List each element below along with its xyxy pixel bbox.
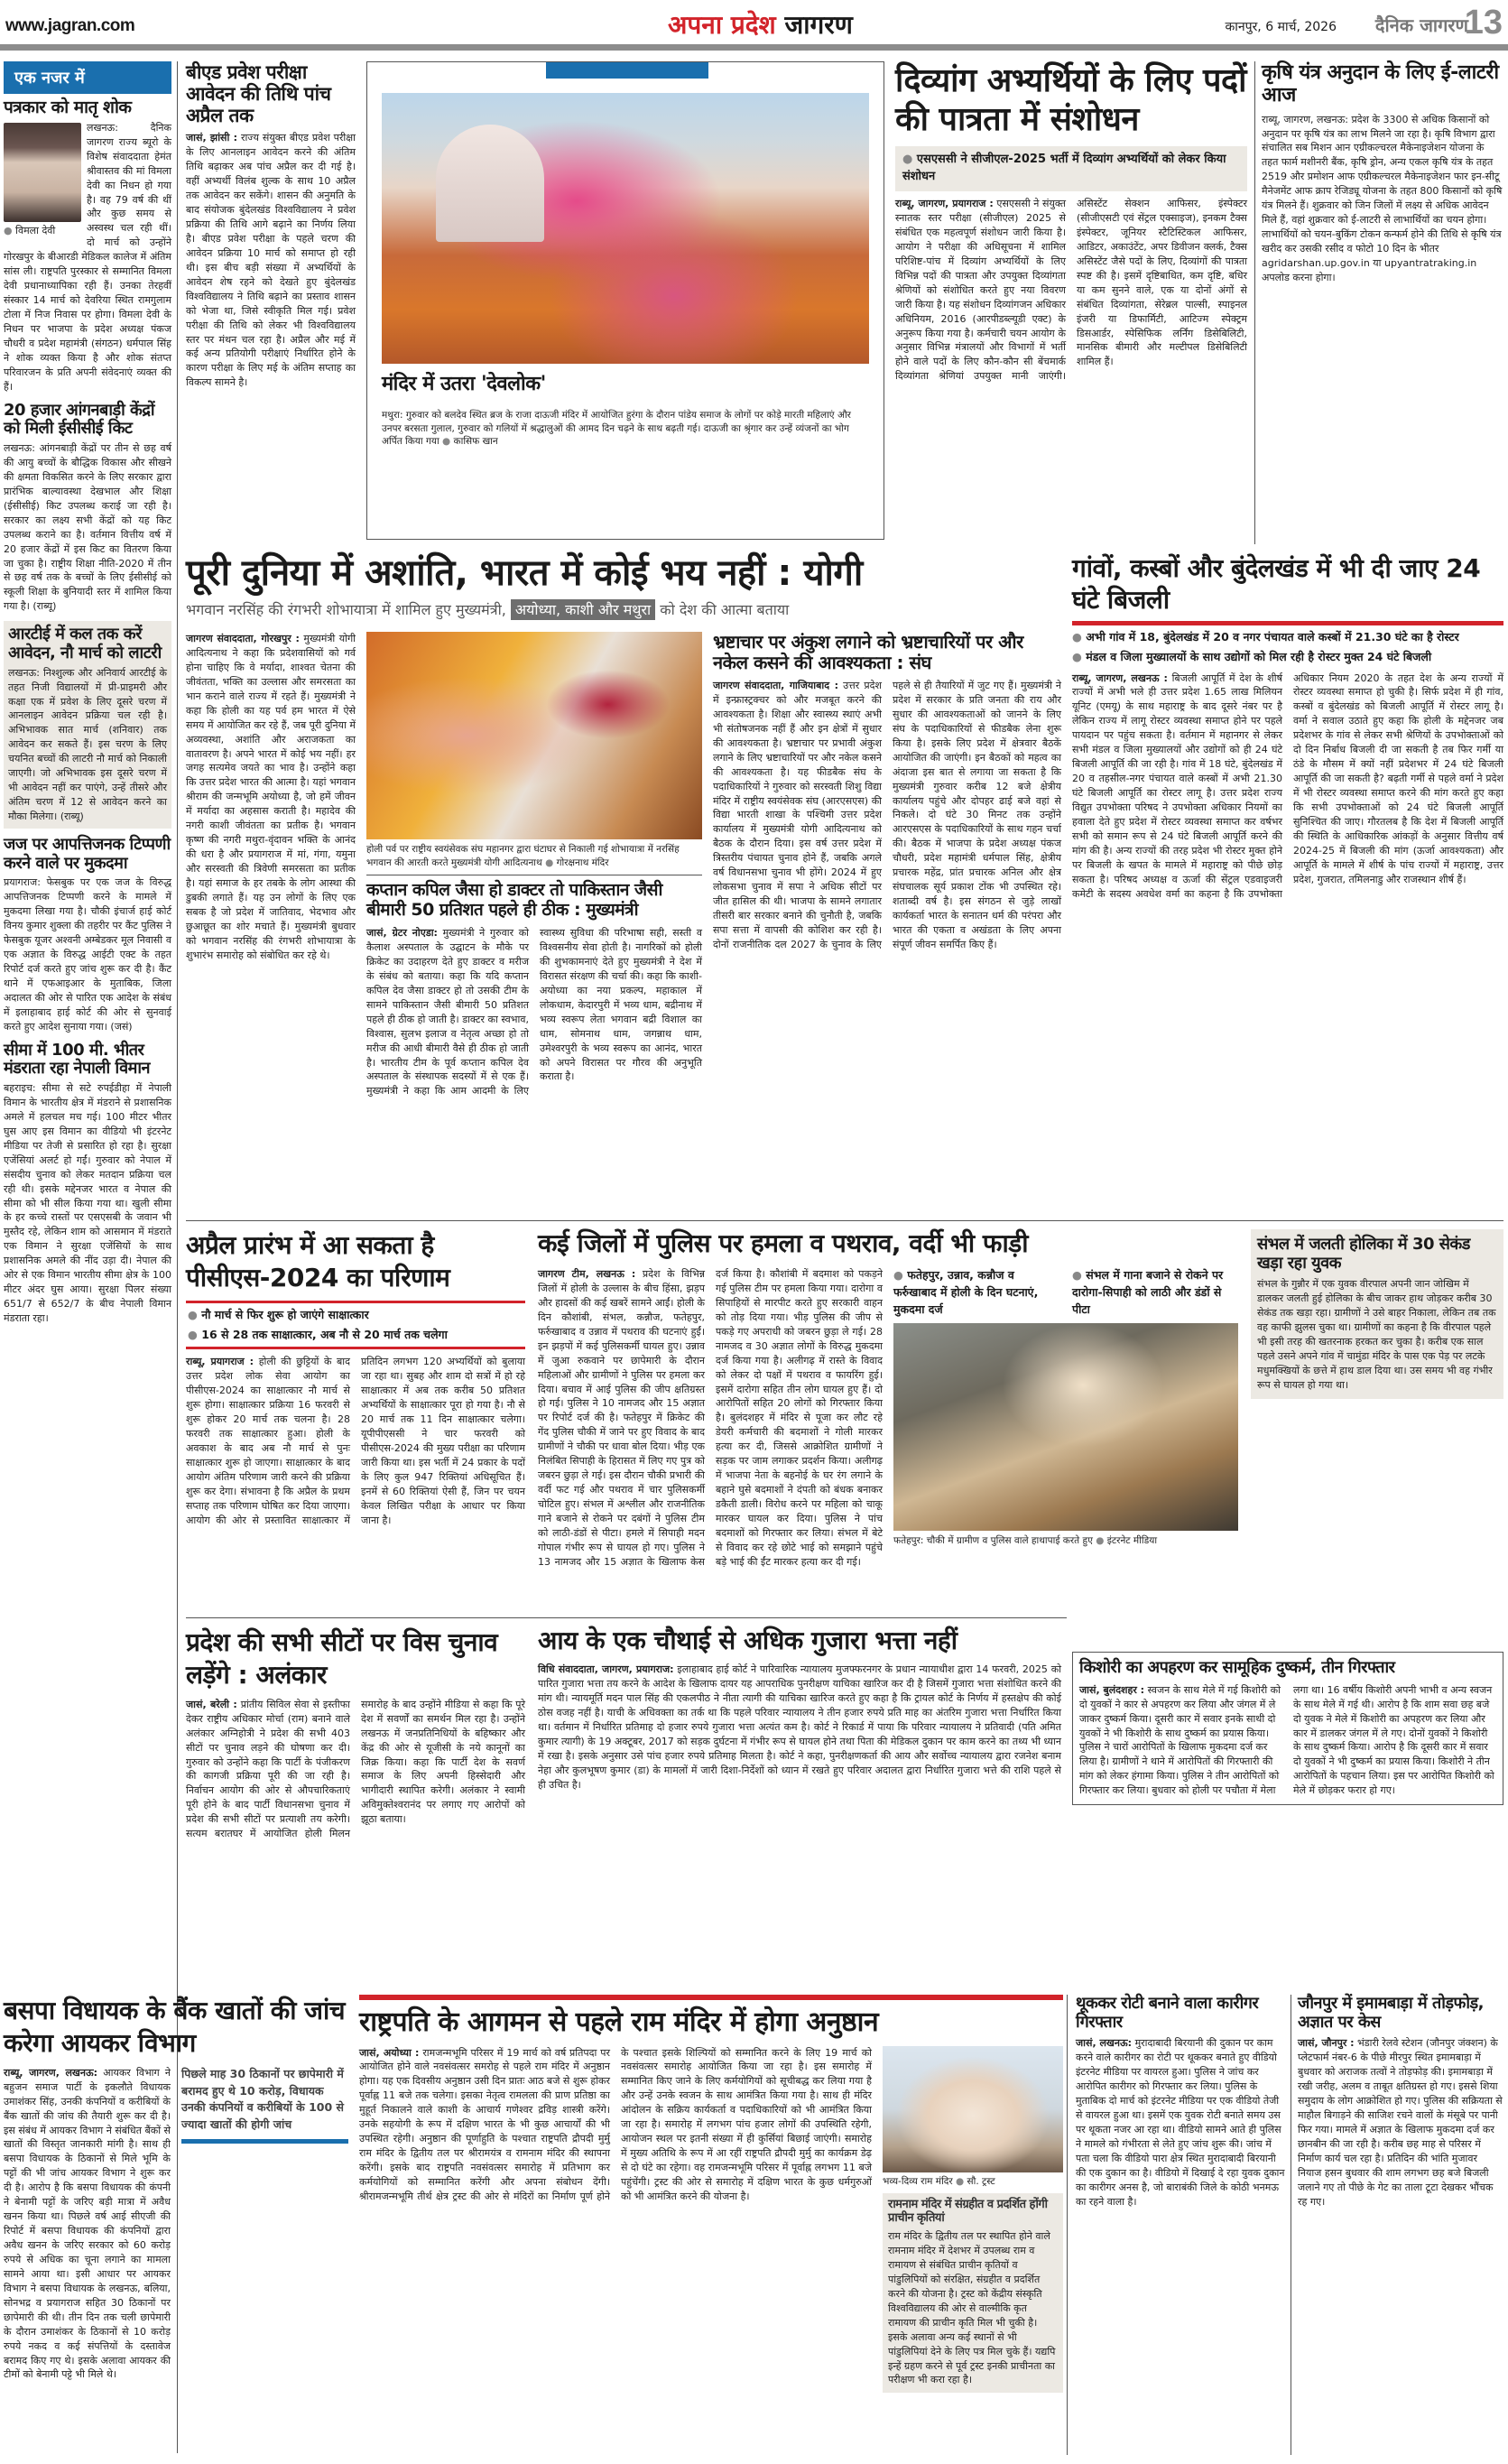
headline: बीएड प्रवेश परीक्षा आवेदन की तिथि पांच अप्रैल तक [186,61,331,127]
yogi-photo [366,632,702,839]
photo-credit: ● गोरक्षनाथ मंदिर [545,857,608,868]
headline: अप्रैल प्रारंभ में आ सकता है पीसीएस-2024 का परिणाम [186,1230,450,1293]
bullet-item: ● नौ मार्च से फिर शुरू हो जाएंगे साक्षात्कार [188,1307,523,1324]
photo-caption: भव्य-दिव्य राम मंदिर ● सौ. ट्रस्ट [883,2175,1063,2189]
news-item-patrakar [4,98,171,394]
story-bijli [1072,552,1503,902]
police-bullets [893,1267,1238,1318]
headline: दिव्यांग अभ्यर्थियों के लिए पदों की पात्रता में संशोधन [895,62,1246,139]
ram-mandir-sidebar [883,2193,1063,2393]
article-body: जासं, झांसी : राज्य संयुक्त बीएड प्रवेश परीक्षा के लिए आनलाइन आवेदन करने की अंतिम तिथि बढ़ाकर अब पांच अप्रैल कर दी गई है। वहीं अभ्यर्थी विलंब शुल्क के साथ 10 अप्रैल तक आवेदन कर सकेंगे। शासन की अनुमति के बाद संयोजक बुंदेलखंड विश्वविद्यालय ने प्रवेश प्रक्रिया की तिथि आगे बढ़ाने का निर्णय लिया है। बीएड प्रवेश परीक्षा के पहले चरण की आवेदन प्रक्रिया 10 मार्च को समाप्त हो रही थी। इस बीच बड़ी संख्या में अभ्यर्थियों के आवेदन शेष रहने को देखते हुए बुंदेलखंड विश्वविद्यालय ने तिथि बढ़ाने का प्रस्ताव शासन को भेजा था, जिसे स्वीकृति मिल गई। प्रवेश परीक्षा की तिथि को लेकर भी विश्वविद्यालय स्तर पर मंथन चल रहा है। अप्रैल और मई में कई अन्य प्रतियोगी परीक्षाएं निर्धारित होने के कारण परीक्षा के लिए मई के अंतिम सप्ताह का विकल्प सामने है। [186,132,356,389]
bullet-list [186,1303,525,1348]
story-krishi [1262,61,1503,285]
headline: आरटीई में कल तक करें आवेदन, नौ मार्च को लाटरी [8,625,162,662]
headline: 20 हजार आंगनबाड़ी केंद्रों को मिली ईसीसीई किट [4,400,155,439]
dateline: कानपुर, 6 मार्च, 2026 [1225,20,1337,34]
headline: प्रदेश की सभी सीटों पर विस चुनाव लड़ेंगे : अलंकार [186,1627,498,1691]
story-gujara [538,1626,1061,1792]
headline: जज पर आपत्तिजनक टिप्पणी करने वाले पर मुकदमा [4,834,171,873]
headline: भ्रष्टाचार पर अंकुश लगाने को भ्रष्टाचारियों पर और नकेल कसने की आवश्यकता : संघ [713,631,1023,673]
story-bed-exam [186,61,356,390]
article-body: राब्यू, जागरण, लखनऊ: प्रदेश के 3300 से अधिक किसानों को अनुदान पर कृषि यंत्र का लाभ मिलने जा रहा है। कृषि विभाग द्वारा संचालित सब मिशन आन एग्रीकल्चरल मैकेनाइजेशन योजना के तहत फार्म मशीनरी बैंक, कृषि ड्रोन, अन्य एकल कृषि यंत्र के तहत 2519 और प्रमोशन आफ एग्रीकल्चरल मैकेनाइजेशन फार इन-सीटू मैनेजमेंट आफ क्राप रेजिड्यू योजना के तहत 800 किसानों को कृषि यंत्र मिलने हैं। शुक्रवार को जिन जिलों में लक्ष्य से अधिक आवेदन मिले हैं, वहां शुक्रवार को ई-लाटरी से लाभार्थियों का चयन होगा। लाभार्थियों को चयन-बुकिंग टोकन कन्फर्म होने की तिथि से कृषि यंत्र खरीद कर उसकी रसीद व फोटो 10 दिन के भीतर agridarshan.up.gov.in या upyantratraking.in अपलोड करना होगा। [1262,113,1503,283]
bullet-item: ● मंडल व जिला मुख्यालयों के साथ उद्योगों को मिल रही है रोस्टर मुक्त 24 घंटे बिजली [1072,649,1503,666]
photo-credit: ● कासिफ खान [442,436,498,447]
story-pcs [186,1229,525,1528]
story-kapil [366,881,702,1098]
pcs-bullets [186,1301,525,1350]
sidebar-headline: रामनाम मंदिर में संग्रहीत व प्रदर्शित होंगी प्राचीन कृतियां [888,2198,1048,2226]
bullet-item: ● 16 से 28 तक साक्षात्कार, अब नौ से 20 मार्च तक चलेगा [188,1327,523,1344]
article-body: राब्यू, जागरण, लखनऊ : बिजली आपूर्ति में देश के शीर्ष राज्यों में अभी भले ही उत्तर प्रदेश 1.65 लाख मिलियन यूनिट (एमयू) के साथ महाराष्ट्र के बाद दूसरे नंबर पर है लेकिन राज्य में लागू रोस्टर व्यवस्था समाप्त होने पर पहले पायदान पर पहुंच सकता है। वर्तमान में महानगर से लेकर सभी मंडल व जिला मुख्यालयों और उद्योगों को ही 24 घंटे बिजली आपूर्ति की जा रही है। गांव में 18 घंटे, बुंदेलखंड में 20 व तहसील-नगर पंचायत वाले कस्बों में अभी 21.30 घंटे बिजली आपूर्ति का रोस्टर लागू है। उत्तर प्रदेश राज्य विद्युत उपभोक्ता परिषद ने उपभोक्ता अधिकार नियमों का हवाला देते हुए प्रदेश में रोस्टर व्यवस्था समाप्त कर वर्षभर सभी को समान रूप से 24 घंटे बिजली आपूर्ति करने की मांग की है। अन्य राज्यों की तरह प्रदेश भी रोस्टर मुक्त होने पर बिजली के खपत के मामले में महाराष्ट्र को पीछे छोड़ सकता है। परिषद अध्यक्ष व ऊर्जा की सेंट्रल एडवाइजरी कमेटी के सदस्य अवधेश वर्मा का कहना है कि उपभोक्ता अधिकार नियम 2020 के तहत देश के अन्य राज्यों में रोस्टर व्यवस्था समाप्त हो चुकी है। सिर्फ प्रदेश में ही गांव, कस्बों व बुंदेलखंड को बिजली आपूर्ति में रोस्टर लागू है। वर्मा ने सवाल उठाते हुए कहा कि होली के मद्देनजर जब प्रदेशभर के गांव से लेकर सभी श्रेणियों के उपभोक्ताओं को दो दिन निर्बाध बिजली दी जा सकती है तब फिर गर्मी या ठंडे के मौसम में क्यों नहीं प्रदेशभर में 24 घंटे बिजली आपूर्ति की जा सकती है? बढ़ती गर्मी से पहले वर्मा ने प्रदेश में भी रोस्टर व्यवस्था समाप्त करने की मांग करते हुए कहा कि सभी उपभोक्ताओं को 24 घंटे बिजली आपूर्ति सुनिश्चित की जाए। गौरतलब है कि देश में बिजली आपूर्ति की स्थिति के आधिकारिक आंकड़ों के अनुसार वित्तीय वर्ष 2024-25 में बिजली की मांग (ऊर्जा आवश्यकता) और आपूर्ति के मामले में शीर्ष के पांच राज्यों में महाराष्ट्र, उत्तर प्रदेश, गुजरात, तमिलनाडु और राजस्थान शीर्ष हैं। [1072,672,1503,900]
yogi-photo-kapil-column [366,632,702,1098]
article-body: जासं, बरेली : प्रांतीय सिविल सेवा से इस्तीफा देकर राष्ट्रीय अधिकार मोर्चा (राम) बनाने वाले अलंकार अग्निहोत्री ने प्रदेश की सभी 403 सीटों पर चुनाव लड़ने की घोषणा कर दी। गुरुवार को उन्होंने कहा कि पार्टी के पंजीकरण की कागजी प्रक्रिया पूरी की जा रही है। निर्वाचन आयोग की ओर से औपचारिकताएं पूरी होने के बाद पार्टी विधानसभा चुनाव में प्रदेश की सभी सीटों पर प्रत्याशी तय करेगी। सत्यम बरातघर में आयोजित होली मिलन समारोह के बाद उन्होंने मीडिया से कहा कि पूरे देश में सवर्णों का समर्थन मिल रहा है। उन्होंने लखनऊ में जनप्रतिनिधियों के बहिष्कार और केंद्र की ओर से यूजीसी के नये कानूनों का जिक्र किया। कहा कि पार्टी देश के सवर्ण समाज के लिए अपनी हिस्सेदारी और भागीदारी स्थापित करेगी। अलंकार ने स्वामी अविमुक्तेश्वरानंद पर लगाए गए आरोपों को झूठा बताया। [186,1698,525,1840]
accent-bar [546,62,708,79]
headline: गांवों, कस्बों और बुंदेलखंड में भी दी जाए 24 घंटे बिजली [1072,553,1481,615]
accent-bar [1072,621,1503,625]
story-holika [1251,1229,1503,1399]
story-alankar [186,1626,525,1841]
bullet-item: ● अभी गांव में 18, बुंदेलखंड में 20 व नगर पंचायत वाले कस्बों में 21.30 घंटे का है रोस्टर [1072,629,1503,646]
photo-credit: ● सौ. ट्रस्ट [956,2176,995,2187]
headline: पूरी दुनिया में अशांति, भारत में कोई भय नहीं : योगी [186,552,863,594]
divider [186,1617,1067,1618]
article-body: जागरण संवाददाता, गाजियाबाद : उत्तर प्रदेश में इन्फ्रास्ट्रक्चर को और मजबूत करने की आवश्यकता है। शिक्षा और स्वास्थ्य स्थाएं अभी भी संतोषजनक नहीं हैं और इन क्षेत्रों में सुधार की आवश्यकता है। भ्रष्टाचार पर प्रभावी अंकुश लगाने के लिए भ्रष्टाचारियों पर और नकेल कसने की आवश्यकता है। यह फीडबैक संघ के पदाधिकारियों ने गुरुवार को सरस्वती शिशु विद्या मंदिर में राष्ट्रीय स्वयंसेवक संघ (आरएसएस) की विद्या भारती शाखा के पश्चिमी उत्तर प्रदेश कार्यालय में मुख्यमंत्री योगी आदित्यनाथ को बैठक के दौरान दिया। इस वर्ष उत्तर प्रदेश में त्रिस्तरीय पंचायत चुनाव होने हैं, जबकि अगले वर्ष विधानसभा चुनाव भी होंगे। 2024 में हुए लोकसभा चुनाव में सपा ने अधिक सीटों पर जीत हासिल की थी। भाजपा के सामने लगातार तीसरी बार सरकार बनाने की चुनौती है, जबकि सपा सत्ता में वापसी की कोशिश कर रही है। दोनों राजनीतिक दल 2027 के चुनाव के लिए पहले से ही तैयारियों में जुट गए हैं। मुख्यमंत्री ने प्रदेश में सरकार के प्रति जनता की राय और सुधार की आवश्यकताओं को जानने के लिए संघ के पदाधिकारियों से फीडबैक लेना शुरू किया है। इसके लिए प्रदेश में क्षेत्रवार बैठकें आयोजित की जाएंगी। इन बैठकों को महत्व का अंदाजा इस बात से लगाया जा सकता है कि मुख्यमंत्री गुरुवार करीब 12 बजे क्षेत्रीय कार्यालय पहुंचे और दोपहर ढाई बजे वहां से निकले। दो घंटे 30 मिनट तक उन्होंने आरएसएस के पदाधिकारियों के साथ गहन चर्चा की। बैठक में भाजपा के प्रदेश अध्यक्ष पंकज चौधरी, प्रदेश महामंत्री धर्मपाल सिंह, क्षेत्रीय प्रचारक महेंद्र, प्रांत प्रचारक अनिल और क्षेत्र संघचालक सूर्य प्रकाश टोंक भी उपस्थित रहे। शताब्दी वर्ष है। इस संगठन से जुड़े लाखों कार्यकर्ता भारत के सनातन धर्म की परंपरा और भारत की एकता व अखंडता के लिए अपना संपूर्ण जीवन समर्पित किए हैं। [713,680,1061,950]
news-item-anganwadi [4,402,171,615]
sidebar-body: राम मंदिर के द्वितीय तल पर स्थापित होने वाले रामनाम मंदिर में देशभर में उपलब्ध राम व रामायण से संबंधित प्राचीन कृतियों व पांडुलिपियों को संरक्षित, संग्रहीत व प्रदर्शित करने की योजना है। ट्रस्ट को केंद्रीय संस्कृति विश्वविद्यालय की ओर से वाल्मीकि कृत रामायण की प्राचीन कृति मिल भी चुकी है। इसके अलावा अन्य कई स्थानों से भी पांडुलिपियां देने के लिए पत्र मिल चुके हैं। यद्यपि इन्हें ग्रहण करने से पूर्व ट्रस्ट इनकी प्राचीनता का परीक्षण भी करा रहा है। [888,2230,1056,2386]
brand-black: जागरण [784,10,853,40]
column-divider [1254,61,1255,544]
headline: संभल में जलती होलिका में 30 सेकंड खड़ा रहा युवक [1257,1235,1470,1273]
article-body: जासं, लखनऊ: मुरादाबादी बिरयानी की दुकान पर काम करने वाले कारीगर का रोटी पर थूककर बनाते हुए वीडियो इंटरनेट मीडिया पर वायरल हुआ। पुलिस ने जांच कर आरोपित कारीगर को गिरफ्तार कर लिया। पुलिस के मुताबिक दो मार्च को इंटरनेट मीडिया पर एक वीडियो तेजी से वायरल हुआ था। इसमें एक युवक रोटी बनाते समय उस पर थूकता नजर आ रहा था। वीडियो सामने आते ही पुलिस ने मामले को गंभीरता से लेते हुए जांच शुरू की। जांच में पता चला कि वीडियो पारा क्षेत्र स्थित मुरादाबादी बिरयानी की एक दुकान का है। वीडियो में दिखाई दे रहा युवक दुकान का कारीगर अनस है, जो बाराबंकी जिले के कोठी भनमऊ का रहने वाला है। [1076,2037,1285,2208]
story-kishori [1072,1652,1503,1805]
story-yogi [186,552,1061,619]
headline: सीमा में 100 मी. भीतर मंडराता रहा नेपाली विमान [4,1040,151,1079]
article-body: राब्यू, प्रयागराज : होली की छुट्टियों के बाद उत्तर प्रदेश लोक सेवा आयोग का पीसीएस-2024 का साक्षात्कार नौ मार्च से शुरू होगा। साक्षात्कार प्रक्रिया 16 फरवरी से शुरू होकर 20 मार्च तक चलना है। 28 फरवरी तक साक्षात्कार हुआ। होली के अवकाश के बाद अब नौ मार्च से पुनः साक्षात्कार शुरू हो जाएगा। साक्षात्कार के बाद आयोग अंतिम परिणाम जारी करने की प्रक्रिया शुरू कर देगा। संभावना है कि अप्रैल के प्रथम सप्ताह तक परिणाम घोषित कर दिया जाएगा। आयोग की ओर से प्रस्तावित साक्षात्कार में प्रतिदिन लगभग 120 अभ्यर्थियों को बुलाया जा रहा था। सुबह और शाम दो सत्रों में हो रहे साक्षात्कार में अब तक करीब 50 प्रतिशत अभ्यर्थियों के साक्षात्कार पूरा हो गया है। नौ से 20 मार्च तक 11 दिन साक्षात्कार चलेगा। यूपीपीएससी ने चार फरवरी को पीसीएस-2024 की मुख्य परीक्षा का परिणाम जारी किया था। इस भर्ती में 24 प्रकार के पदों के लिए कुल 947 रिक्तियां अधिसूचित हैं। इनमें से 60 रिक्तियां ऐसी हैं, जिन पर चयन केवल लिखित परीक्षा के आधार पर किया जाना है। [186,1356,525,1526]
story-ram-mandir [359,1995,1063,2393]
story-jaunpur [1298,1995,1503,2209]
divider [186,1220,1503,1221]
headline: पत्रकार को मातृ शोक [4,97,132,117]
left-column [4,61,171,1326]
article-body: जासं, अयोध्या : रामजन्मभूमि परिसर में 19 मार्च को वर्ष प्रतिपदा पर आयोजित होने वाले नवसंवत्सर समरोह से पहले राम मंदिर में अनुष्ठान होगा। यह एक दिवसीय अनुष्ठान उसी दिन प्रातः आठ बजे से शुरू होकर पूर्वाह्न 11 बजे तक चलेगा। इसका नेतृत्व रामलला की प्राण प्रतिष्ठा का मुहूर्त निकालने वाले काशी के आचार्य गणेश्वर द्रविड़ शास्त्री करेंगे। उनके सहयोगी के रूप में दक्षिण भारत के भी कुछ आचार्यों की भी उपस्थित रहेगी। अनुष्ठान की पूर्णाहुति के पश्चात राष्ट्रपति द्रौपदी मुर्मु राम मंदिर के द्वितीय तल पर श्रीरामयंत्र व रामनाम मंदिर की स्थापना करेंगी। इसके बाद राष्ट्रपति नवसंवत्सर समारोह में प्रतिभाग कर कर्मयोगियों को सम्मानित करेंगी और अपना संबोधन देंगी। श्रीरामजन्मभूमि तीर्थ क्षेत्र ट्रस्ट की ओर से मंदिरों का निर्माण पूर्ण होने के पश्चात इसके शिल्पियों को सम्मानित करने के लिए 19 मार्च को नवसंवत्सर समारोह आयोजित किया जा रहा है। इस समारोह में सम्मानित किए जाने के लिए कर्मयोगियों को सूचीबद्ध कर लिया गया है और उन्हें उनके स्वजन के साथ आमंत्रित किया गया है। साथ ही मंदिर आंदोलन के सक्रिय कार्यकर्ता व पदाधिकारियों को भी आमंत्रित किया जा रहा है। समारोह में लगभग पांच हजार लोगों की उपस्थिति रहेगी, आयोजन स्थल पर इतनी संख्या में ही कुर्सियां बिछाई जाएंगी। समारोह में मुख्य अतिथि के रूप में आ रहीं राष्ट्रपति द्रौपदी मुर्मु का कार्यक्रम डेढ़ से दो घंटे का रहेगा। वह रामजन्मभूमि परिसर में पूर्वाह्न लगभग 11 बजे पहुंचेंगी। ट्रस्ट की ओर से समारोह में दक्षिण भारत के कुछ धर्मगुरुओं को भी आमंत्रित करने की योजना है। [359,2046,872,2202]
headline: बसपा विधायक के बैंक खातों की जांच करेगा आयकर विभाग [4,1996,346,2059]
masthead [0,0,1508,51]
subhead-highlight: अयोध्या, काशी और मथुरा [511,599,655,620]
article-body: जासं, ग्रेटर नोएडा: मुख्यमंत्री ने गुरुवार को कैलाश अस्पताल के उद्घाटन के मौके पर क्रिकेट का उदाहरण देते हुए डाक्टर व मरीज के संबंध को बताया। कहा कि यदि कप्तान कपिल देव जैसा डाक्टर हो तो उसकी टीम के सामने पाकिस्तान जैसी बीमारी 50 प्रतिशत पहले ही ठीक हो जाती है। डाक्टर का स्वभाव, विश्वास, सुलभ इलाज व नेतृत्व अच्छा हो तो मरीज की आधी बीमारी वैसे ही ठीक हो जाती है। भारतीय टीम के पूर्व कप्तान कपिल देव अस्पताल के संस्थापक सदस्यों में से एक हैं। मुख्यमंत्री ने कहा कि आम आदमी के लिए स्वास्थ्य सुविधा की परिभाषा सही, सस्ती व विश्वसनीय सेवा होती है। नागरिकों को होली की शुभकामनाएं देते हुए मुख्यमंत्री ने देश में विरासत संरक्षण की चर्चा की। कहा कि काशी-अयोध्या का नया प्रकल्प, महाकाल में लोकधाम, केदारपुरी में भव्य धाम, बद्रीनाथ में भव्य स्वरूप लेता भगवान बद्री विशाल का धाम, सोमनाथ धाम, जगन्नाथ धाम, उमेश्वरपुरी के भव्य स्वरूप का आनंद, भारत को अपने विरासत पर गौरव की अनुभूति कराता है। [366,927,702,1098]
story-yogi-body [186,632,356,963]
headline: कई जिलों में पुलिस पर हमला व पथराव, वर्दी भी फाड़ी [538,1228,1028,1258]
temple-dome [436,125,544,242]
article-body: लखनऊ: निश्शुल्क और अनिवार्य आरटीई के तहत निजी विद्यालयों में प्री-प्राइमरी और कक्षा एक में प्रवेश के लिए दूसरे चरण में आनलाइन आवेदन प्रक्रिया चल रही है। अभिभावक सात मार्च (शनिवार) तक आवेदन कर सकते हैं। इस चरण के लिए चयनित बच्चों की लाटरी नौ मार्च को निकाली जाएगी। जो अभिभावक इस दूसरे चरण में भी आवेदन नहीं कर पाएंगे, उन्हें तीसरे और अंतिम चरण में 12 से आवेदन करने का मौका मिलेगा। (राब्यू) [8,666,167,823]
headline: आय के एक चौथाई से अधिक गुजारा भत्ता नहीं [538,1626,958,1655]
column-divider [1067,1995,1068,2455]
bullet-item: ● फतेहपुर, उन्नाव, कन्नौज व फर्रुखाबाद में होली के दिन घटनाएं, मुकदमा दर्ज [893,1267,1059,1318]
holi-temple-photo [382,93,869,364]
ram-mandir-photo [883,2046,1063,2172]
article-body: बहराइच: सीमा से सटे रुपईडीहा में नेपाली विमान के भारतीय क्षेत्र में मंडराने से प्रशासनिक अमले में हलचल मच गई। 100 मीटर भीतर घुस आए इस विमान का वीडियो भी इंटरनेट मीडिया पर तेजी से प्रसारित हो रहा है। सुरक्षा एजेंसियां अलर्ट हो गईं। गुरुवार को नेपाल में संसदीय चुनाव को लेकर मतदान प्रक्रिया चल रही थी। इसके मद्देनजर भारत व नेपाल की सीमा को भी सील किया गया था। खुली सीमा के हर कच्चे रास्तों पर एसएसबी के जवान भी मुस्तैद रहे, लेकिन शाम को आसमान में मंडराते एक विमान ने सुरक्षा एजेंसियों के साथ प्रशासनिक अमले की नींद उड़ा दी। नेपाल की ओर से एक विमान भारतीय सीमा क्षेत्र के 100 मीटर अंदर घुस आया। सुरक्षा पिलर संख्या 651/7 से 652/7 के बीच नेपाली विमान मंडराता रहा। [4,1082,171,1325]
news-item-rte [4,621,171,829]
headline: किशोरी का अपहरण कर सामूहिक दुष्कर्म, तीन गिरफ्तार [1079,1658,1395,1677]
photo-caption: मथुरा: गुरुवार को बलदेव स्थित ब्रज के राजा दाऊजी मंदिर में आयोजित हुरंगा के दौरान पांडेय समाज के लोगों पर कोड़े मारती महिलाएं और उनपर बरसता गुलाल, गुरुवार को गलियों में श्रद्धालुओं की आमद दिन चढ़ने के साथ बढ़ती गई। दाऊजी का श्रृंगार कर उन्हें व्यंजनों का भोग अर्पित किया गया ● कासिफ खान [382,409,869,449]
headline: कृषि यंत्र अनुदान के लिए ई-लाटरी आज [1262,61,1499,107]
story-bsp [4,1995,348,2382]
story-thook [1076,1995,1285,2209]
headline: जौनपुर में इमामबाड़ा में तोड़फोड़, अज्ञात पर केस [1298,1994,1485,2032]
pullquote: पिछले माह 30 ठिकानों पर छापेमारी में बरामद हुए थे 10 करोड़, विधायक उनकी कंपनियों व करीबियों के 100 से ज्यादा खातों की होगी जांच [181,2066,348,2144]
photo-headline: मंदिर में उतरा 'देवलोक' [382,373,546,395]
paper-name: दैनिक जागरण [1374,14,1468,36]
accent-bar [359,1995,1063,2000]
bullet-item: ● संभल में गाना बजाने से रोकने पर दारोगा-सिपाही को लाठी और डंडों से पीटा [1072,1267,1238,1318]
headline: थूककर रोटी बनाने वाला कारीगर गिरफ्तार [1076,1994,1259,2032]
news-item-judge [4,836,171,1034]
gujara-body-row [538,1663,1061,1792]
article-body: लखनऊ: आंगनबाड़ी केंद्रों पर तीन से छह वर्ष की आयु बच्चों के बौद्धिक विकास और सीखने की क्षमता विकसित करने के लिए सरकार द्वारा प्रारंभिक बाल्यावस्था देखभाल और शिक्षा (ईसीसीई) किट उपलब्ध कराई जा रही है। सरकार का लक्ष्य सभी केंद्रों को यह किट उपलब्ध कराने का है। वर्तमान वित्तीय वर्ष में 20 हजार केंद्रों में इस किट का वितरण किया जा चुका है। राष्ट्रीय शिक्षा नीति-2020 में तीन से छह वर्ष तक के बच्चों के लिए ईसीसीई को स्कूली शिक्षा के बुनियादी स्तर में शामिल किया गया है। (राब्यू) [4,442,171,613]
story-divyang [895,61,1247,384]
article-body: राब्यू, जागरण, प्रयागराज : एसएससी ने संयुक्त स्नातक स्तर परीक्षा (सीजीएल) 2025 से संबंधित एक महत्वपूर्ण संशोधन जारी किया है। आयोग ने परीक्षा की अधिसूचना में शामिल परिशिष्ट-पांच में दिव्यांग अभ्यर्थियों के लिए विभिन्न पदों की पात्रता और उपयुक्त दिव्यांगता श्रेणियों को संशोधित करते हुए नया विवरण जारी किया है। यह संशोधन दिव्यांगजन अधिकार अधिनियम, 2016 (आरपीडब्ल्यूडी एक्ट) के अनुरूप किया गया है। कर्मचारी चयन आयोग के अनुसार विभिन्न मंत्रालयों और विभागों में भर्ती होने वाले पदों के लिए कौन-कौन सी बेंचमार्क दिव्यांगता श्रेणियां उपयुक्त मानी जाएंगी। असिस्टेंट सेक्शन आफिसर, इंस्पेक्टर (सीजीएसटी एवं सेंट्रल एक्साइज), इनकम टैक्स इंस्पेक्टर, जूनियर स्टैटिस्टिकल आफिसर, आडिटर, अकाउंटेंट, अपर डिवीजन क्लर्क, टैक्स असिस्टेंट जैसे पदों के लिए, दिव्यांगों की पात्रता स्पष्ट की है। इसमें दृष्टिबाधित, कम दृष्टि, बधिर या कम सुनने वाले, एक या दोनों अंगों से संबंधित दिव्यांगता, सेरेब्रल पाल्सी, स्पाइनल इंजरी या डिफार्मिटी, आटिज्म स्पेक्ट्रम डिसआर्डर, स्पेसिफिक लर्निंग डिसेबिलिटी, मानसिक बीमारी और मल्टीपल डिसेबिलिटी शामिल हैं। [895,198,1247,383]
brand-red: अपना प्रदेश [668,10,776,40]
bullet-list [1072,629,1503,666]
portrait-figure [4,123,81,237]
section-brand [668,7,853,42]
photo-feature [366,61,884,540]
article-body: जासं, बुलंदशहर : स्वजन के साथ मेले में गई किशोरी को दो युवकों ने कार से अपहरण कर लिया और जंगल में ले जाकर दुष्कर्म किया। दूसरी कार में सवार इनके साथी दो युवकों ने भी किशोरी के साथ दुष्कर्म का प्रयास किया। पुलिस ने चारों आरोपितों के खिलाफ मुकदमा दर्ज कर लिया है। ग्रामीणों ने थाने में आरोपितों की गिरफ्तारी की मांग को लेकर हंगामा किया। पुलिस ने तीन आरोपितों को गिरफ्तार कर लिया। बुधवार को होली पर पचौता में मेला लगा था। 16 वर्षीय किशोरी अपनी भाभी व अन्य स्वजन के साथ मेले में गई थी। आरोप है कि शाम सवा छह बजे दो युवक ने मेले में किशोरी का अपहरण कर लिया और कार में डालकर जंगल में ले गए। दोनों युवकों ने किशोरी के साथ दुष्कर्म किया। आरोप है कि दूसरी कार में सवार दो युवकों ने भी दुष्कर्म का प्रयास किया। किशोरी ने तीन आरोपितों के पहचान लिया। इस पर आरोपित किशोरी को मेले में छोड़कर फरार हो गए। [1079,1683,1494,1797]
article-body: जागरण संवाददाता, गोरखपुर : मुख्यमंत्री योगी आदित्यनाथ ने कहा कि प्रदेशवासियों को गर्व होना चाहिए कि वे मर्यादा, शाश्वत चेतना की जीवंतता, भक्ति का उल्लास और समरसता का भान कराने वाले राज्य में रहते हैं। मुख्यमंत्री ने कहा कि होली का यह पर्व हम भारत में ऐसे समय में आयोजित कर रहे हैं, जब पूरी दुनिया में अव्यवस्था, अशांति और अराजकता का वातावरण है। अपने भारत में कोई भय नहीं। हर जगह सत्यमेव जयते का भाव है। उन्होंने कहा कि उत्तर प्रदेश भारत की आत्मा है। यहां भगवान श्रीराम की जन्मभूमि अयोध्या है, जो हमें जीवन में मर्यादा का अहसास कराती है। महादेव की नगरी काशी जीवंतता का प्रतीक है। भगवान कृष्ण की नगरी मथुरा-वृंदावन भक्ति के आनंद की धरा है और प्रयागराज में मां, गंगा, यमुना और सरस्वती की त्रिवेणी समरसता का प्रतीक है। यहां समाज के हर तबके के लोग आस्था की डुबकी लगाते हैं। यह उन लोगों के लिए एक सबक है जो प्रदेश में जातिवाद, भेदभाव और छुआछूत का शोर मचाते हैं। मुख्यमंत्री बुधवार को भगवान नरसिंह की रंगभरी शोभायात्रा के शुभारंभ समारोह को संबोधित कर रहे थे। [186,633,356,961]
article-body: राब्यू, जागरण, लखनऊ: आयकर विभाग ने बहुजन समाज पार्टी के इकलौते विधायक उमाशंकर सिंह, उनकी कंपनियों व करीबियों के बैंक खातों की जांच की तैयारी शुरू कर दी है। इस संबंध में आयकर विभाग ने संबंधित बैंकों से खातों की विस्तृत जानकारी मांगी है। साथ ही बसपा विधायक के ठिकानों से मिले भूमि के पट्टों की भी जांच आयकर विभाग ने शुरू कर दी है। आरोप है कि बसपा विधायक की कंपनी ने बेनामी पट्टों के जरिए बड़ी मात्रा में अवैध खनन किया था। पिछले वर्ष आई सीएजी की रिपोर्ट में बसपा विधायक की कंपनियों द्वारा अवैध खनन के जरिए सरकार को 60 करोड़ रुपये से अधिक का चूना लगाने का मामला सामने आया था। इसी आधार पर आयकर विभाग ने बसपा विधायक के लखनऊ, बलिया, सोनभद्र व प्रयागराज सहित 30 ठिकानों पर छापेमारी की थी। तीन दिन तक चली छापेमारी के दौरान उमाशंकर के ठिकानों से 10 करोड़ रुपये नकद व कई संपत्तियों के दस्तावेज बरामद किए गए थे। इसके अलावा आयकर की टीमों को बेनामी पट्टे भी मिले थे। [4,2066,171,2381]
accent-bar [186,1347,525,1349]
article-body: विधि संवाददाता, जागरण, प्रयागराज: इलाहाबाद हाई कोर्ट ने पारिवारिक न्यायालय मुजफ्फरनगर के प्रधान न्यायाधीश द्वारा 14 फरवरी, 2025 को पारित गुजारा भत्ता तय करने के आदेश के खिलाफ दायर यह आपराधिक पुनरीक्षण याचिका खारिज कर दी है जिसमें गुजारा भत्ता संशोधित करने की मांग थी। न्यायमूर्ति मदन पाल सिंह की एकलपीठ ने नीता त्यागी की याचिका खारिज करते हुए कहा है कि ट्रायल कोर्ट के निर्णय में हस्तक्षेप की कोई ठोस वजह नहीं है। याची के अधिवक्ता का तर्क था कि पहले परिवार न्यायालय ने तीन हजार रुपये प्रति माह का अंतरिम गुजारा भत्ता निर्धारित किया था। वर्तमान में निर्धारित प्रतिमाह दो हजार रुपये गुजारा भत्ता अत्यंत कम है। कोर्ट ने रिकार्ड में पाया कि परिवार न्यायालय ने प्रतिवादी (पति अमित कुमार त्यागी) के 19 अक्टूबर, 2017 को सड़क दुर्घटना में गंभीर रूप से घायल होने तथा पिता की मेडिकल दुकान पर काम करने का तथ्य भी ध्यान में रखा है। इसके अनुसार उसे पांच हजार रुपये प्रतिमाह मिलता है। कोर्ट ने कहा, पुनरीक्षणकर्ता की आय और सर्वोच्च न्यायालय द्वारा रजनेश बनाम नेहा और कुलभूषण कुमार (डा) के मामलों में जारी दिशा-निर्देशों को ध्यान में रखते हुए परिवार अदालत द्वारा निर्धारित गुजारा भत्ते की राशि पहले से ही उचित है। [538,1663,1061,1791]
bsp-body-row [4,2066,348,2383]
portrait-photo [4,123,81,222]
article-body: जागरण टीम, लखनऊ : प्रदेश के विभिन्न जिलों में होली के उल्लास के बीच हिंसा, झड़प और हादसों की कई खबरें सामने आईं। होली के दिन कौशांबी, संभल, कन्नौज, फतेहपुर, फर्रुखाबाद व उन्नाव में पथराव की घटनाएं हुईं। इन झड़पों में कई पुलिसकर्मी घायल हुए। उन्नाव में जुआ रुकवाने पर छापेमारी के दौरान महिलाओं और ग्रामीणों ने पुलिस पर हमला कर दिया। बचाव में आई पुलिस की जीप क्षतिग्रस्त हो गई। पुलिस ने 10 नामजद और 15 अज्ञात पर रिपोर्ट दर्ज की है। फतेहपुर में क्रिकेट की गेंद पुलिस चौकी में जाने पर हुए विवाद के बाद ग्रामीणों ने चौकी पर धावा बोल दिया। भीड़ एक निलंबित सिपाही के हिरासत में लिए गए पुत्र को जबरन छुड़ा ले गई। इस दौरान चौकी प्रभारी की वर्दी फट गई और पथराव में चार पुलिसकर्मी चोटिल हुए। संभल में अश्लील और राजनीतिक गाने बजाने से रोकने पर दबंगों ने पुलिस टीम को लाठी-डंडों से पीटा। हमले में सिपाही मदन गोपाल गंभीर रूप से घायल हो गए। पुलिस ने 13 नामजद और 15 अज्ञात के खिलाफ केस दर्ज किया है। कौशांबी में बदमाश को पकड़ने गई पुलिस टीम पर हमला किया गया। दारोगा व सिपाहियों से मारपीट करते हुए सरकारी वाहन को तोड़ दिया गया। भीड़ पुलिस की जीप से पकड़े गए अपराधी को जबरन छुड़ा ले गई। 28 नामजद व 30 अज्ञात लोगों के विरुद्ध मुकदमा दर्ज किया गया है। अलीगढ़ में रास्ते के विवाद को लेकर दो पक्षों में पथराव व फायरिंग हुई। इसमें दारोगा सहित तीन लोग घायल हुए हैं। दो आरोपितों सहित 20 लोगों को गिरफ्तार किया है। बुलंदशहर में मंदिर से पूजा कर लौट रहे डेयरी कर्मचारी की बदमाशों ने गोली मारकर हत्या कर दी, जिससे आक्रोशित ग्रामीणों ने सड़क पर जाम लगाकर प्रदर्शन किया। अलीगढ़ में भाजपा नेता के बहनोई के घर रंग लगाने के बहाने घुसे बदमाशों ने दंपती को बंधक बनाकर डकैती डाली। विरोध करने पर महिला को चाकू मारकर घायल कर दिया। पुलिस ने पांच बदमाशों को गिरफ्तार कर लिया। संभल में बेटे से विवाद कर रहे छोटे भाई को समझाने पहुंचे बड़े भाई की ईंट मारकर हत्या कर दी गई। [538,1268,883,1568]
story-sangh [713,632,1061,952]
story-police-body [538,1267,883,1570]
headline: कप्तान कपिल जैसा हो डाक्टर तो पाकिस्तान जैसी बीमारी 50 प्रतिशत पहले ही ठीक : मुख्यमंत्री [366,880,662,921]
site-url[interactable]: www.jagran.com [5,16,135,35]
ram-mandir-row [359,2046,1063,2394]
police-side [893,1267,1238,1548]
ram-mandir-media [883,2046,1063,2394]
article-body: संभल के गुन्नौर में एक युवक वीरपाल अपनी जान जोखिम में डालकर जलती हुई होलिका के बीच जाकर हाथ जोड़कर करीब 30 सेकंड तक खड़ा रहा। ग्रामीणों ने उसे बाहर निकाला, लेकिन तब तक वह काफी झुलस चुका था। ग्रामीणों का कहना है कि वीरपाल पहले भी इसी तरह की खतरनाक हरकत कर चुका है। करीब एक साल पहले उसने अपने गांव में चामुंडा मंदिर के पास एक पेड़ पर लटके मधुमक्खियों के छत्ते में हाथ डाल दिया था। उस समय भी वह गंभीर रूप से घायल हो गया था। [1257,1278,1496,1391]
subhead: भगवान नरसिंह की रंगभरी शोभायात्रा में शामिल हुए मुख्यमंत्री, अयोध्या, काशी और मथुरा को देश की आत्मा बताया [186,601,790,618]
photo-credit: ● इंटरनेट मीडिया [1096,1535,1157,1546]
story-police [538,1229,1242,1258]
section-label: एक नजर में [4,61,171,94]
page-number: 13 [1464,4,1503,42]
article-body: प्रयागराज: फेसबुक पर एक जज के विरुद्ध आपत्तिजनक टिप्पणी करने के मामले में मुकदमा लिखा गया है। चौकी इंचार्ज हाई कोर्ट विनय कुमार शुक्ला की तहरीर पर कैंट पुलिस ने फेसबुक यूजर अश्वनी अम्बेडकर मूल निवासी व एक अज्ञात के विरुद्ध आईटी एक्ट के तहत रिपोर्ट दर्ज करते हुए जांच शुरू कर दी है। कैंट थाने में एफआइआर के मुताबिक, जिला अदालत की ओर से पारित एक आदेश के संबंध में इलाहाबाद हाई कोर्ट की ओर से सुनवाई करते हुए आदेश सुनाया गया। (जसं) [4,876,171,1033]
bsp-pullquote [181,2066,348,2383]
photo-caption: होली पर्व पर राष्ट्रीय स्वयंसेवक संघ महानगर द्वारा घंटाघर से निकाली गई शोभायात्रा में नरसिंह भगवान की आरती करते मुख्यमंत्री योगी आदित्यनाथ ● गोरक्षनाथ मंदिर [366,843,702,869]
photo-caption: ● विमला देवी [4,224,81,237]
police-photo [893,1323,1238,1531]
article-body: जासं, जौनपुर : भंडारी रेलवे स्टेशन (जौनपुर जंक्शन) के प्लेटफार्म नंबर-6 के पीछे मीरपुर स्थित इमामबाड़ा में बुधवार को अराजक तत्वों ने तोड़फोड़ की। इमामबाड़ा में रखी जरीह, अलम व ताबूत क्षतिग्रस्त हो गए। इससे शिया समुदाय के लोग आक्रोशित हो गए। पुलिस की सक्रियता से माहौल बिगाड़ने की साजिश रचने वालों के मंसूबे पर पानी फिर गया। मामले में अज्ञात के खिलाफ मुकदमा दर्ज कर छानबीन की जा रही है। करीब छह माह से परिसर में निर्माण कार्य चल रहा है। प्रतिदिन की भांति मुजावर नियाज हसन बुधवार की शाम लगभग छह बजे बिजली जलाने गए तो पीछे के गेट का ताला टूटा देखकर भौंचक रह गए। [1298,2037,1503,2208]
news-item-nepal-plane [4,1042,171,1326]
photo-caption: फतेहपुर: चौकी में ग्रामीण व पुलिस वाले हाथापाई करते हुए ● इंटरनेट मीडिया [893,1534,1238,1548]
pullquote: ● एसएससी ने सीजीएल-2025 भर्ती में दिव्यांग अभ्यर्थियों को लेकर किया संशोधन [895,146,1247,191]
headline: राष्ट्रपति के आगमन से पहले राम मंदिर में होगा अनुष्ठान [359,2006,879,2038]
article-body: ● विमला देवी लखनऊ: दैनिक जागरण राज्य ब्यूरो के विशेष संवाददाता हेमंत श्रीवास्तव की मां विमला देवी का निधन हो गया है। वह 79 वर्ष की थीं और कुछ समय से अस्वस्थ चल रही थीं। दो मार्च को उन्होंने गोरखपुर के बीआरडी मेडिकल कालेज में अंतिम सांस ली। राष्ट्रपति पुरस्कार से सम्मानित विमला देवी प्रधानाध्यापिका रही हैं। उनका तेरहवीं संस्कार 14 मार्च को देवरिया स्थित रामगुलाम टोला में निज निवास पर होगा। विमला देवी के निधन पर भाजपा के प्रदेश अध्यक्ष पंकज चौधरी व प्रदेश महामंत्री (संगठन) धर्मपाल सिंह ने शोक व्यक्त किया है और शोक संतप्त परिवारजन के प्रति अपनी संवेदनाएं व्यक्त की हैं। [4,121,171,394]
